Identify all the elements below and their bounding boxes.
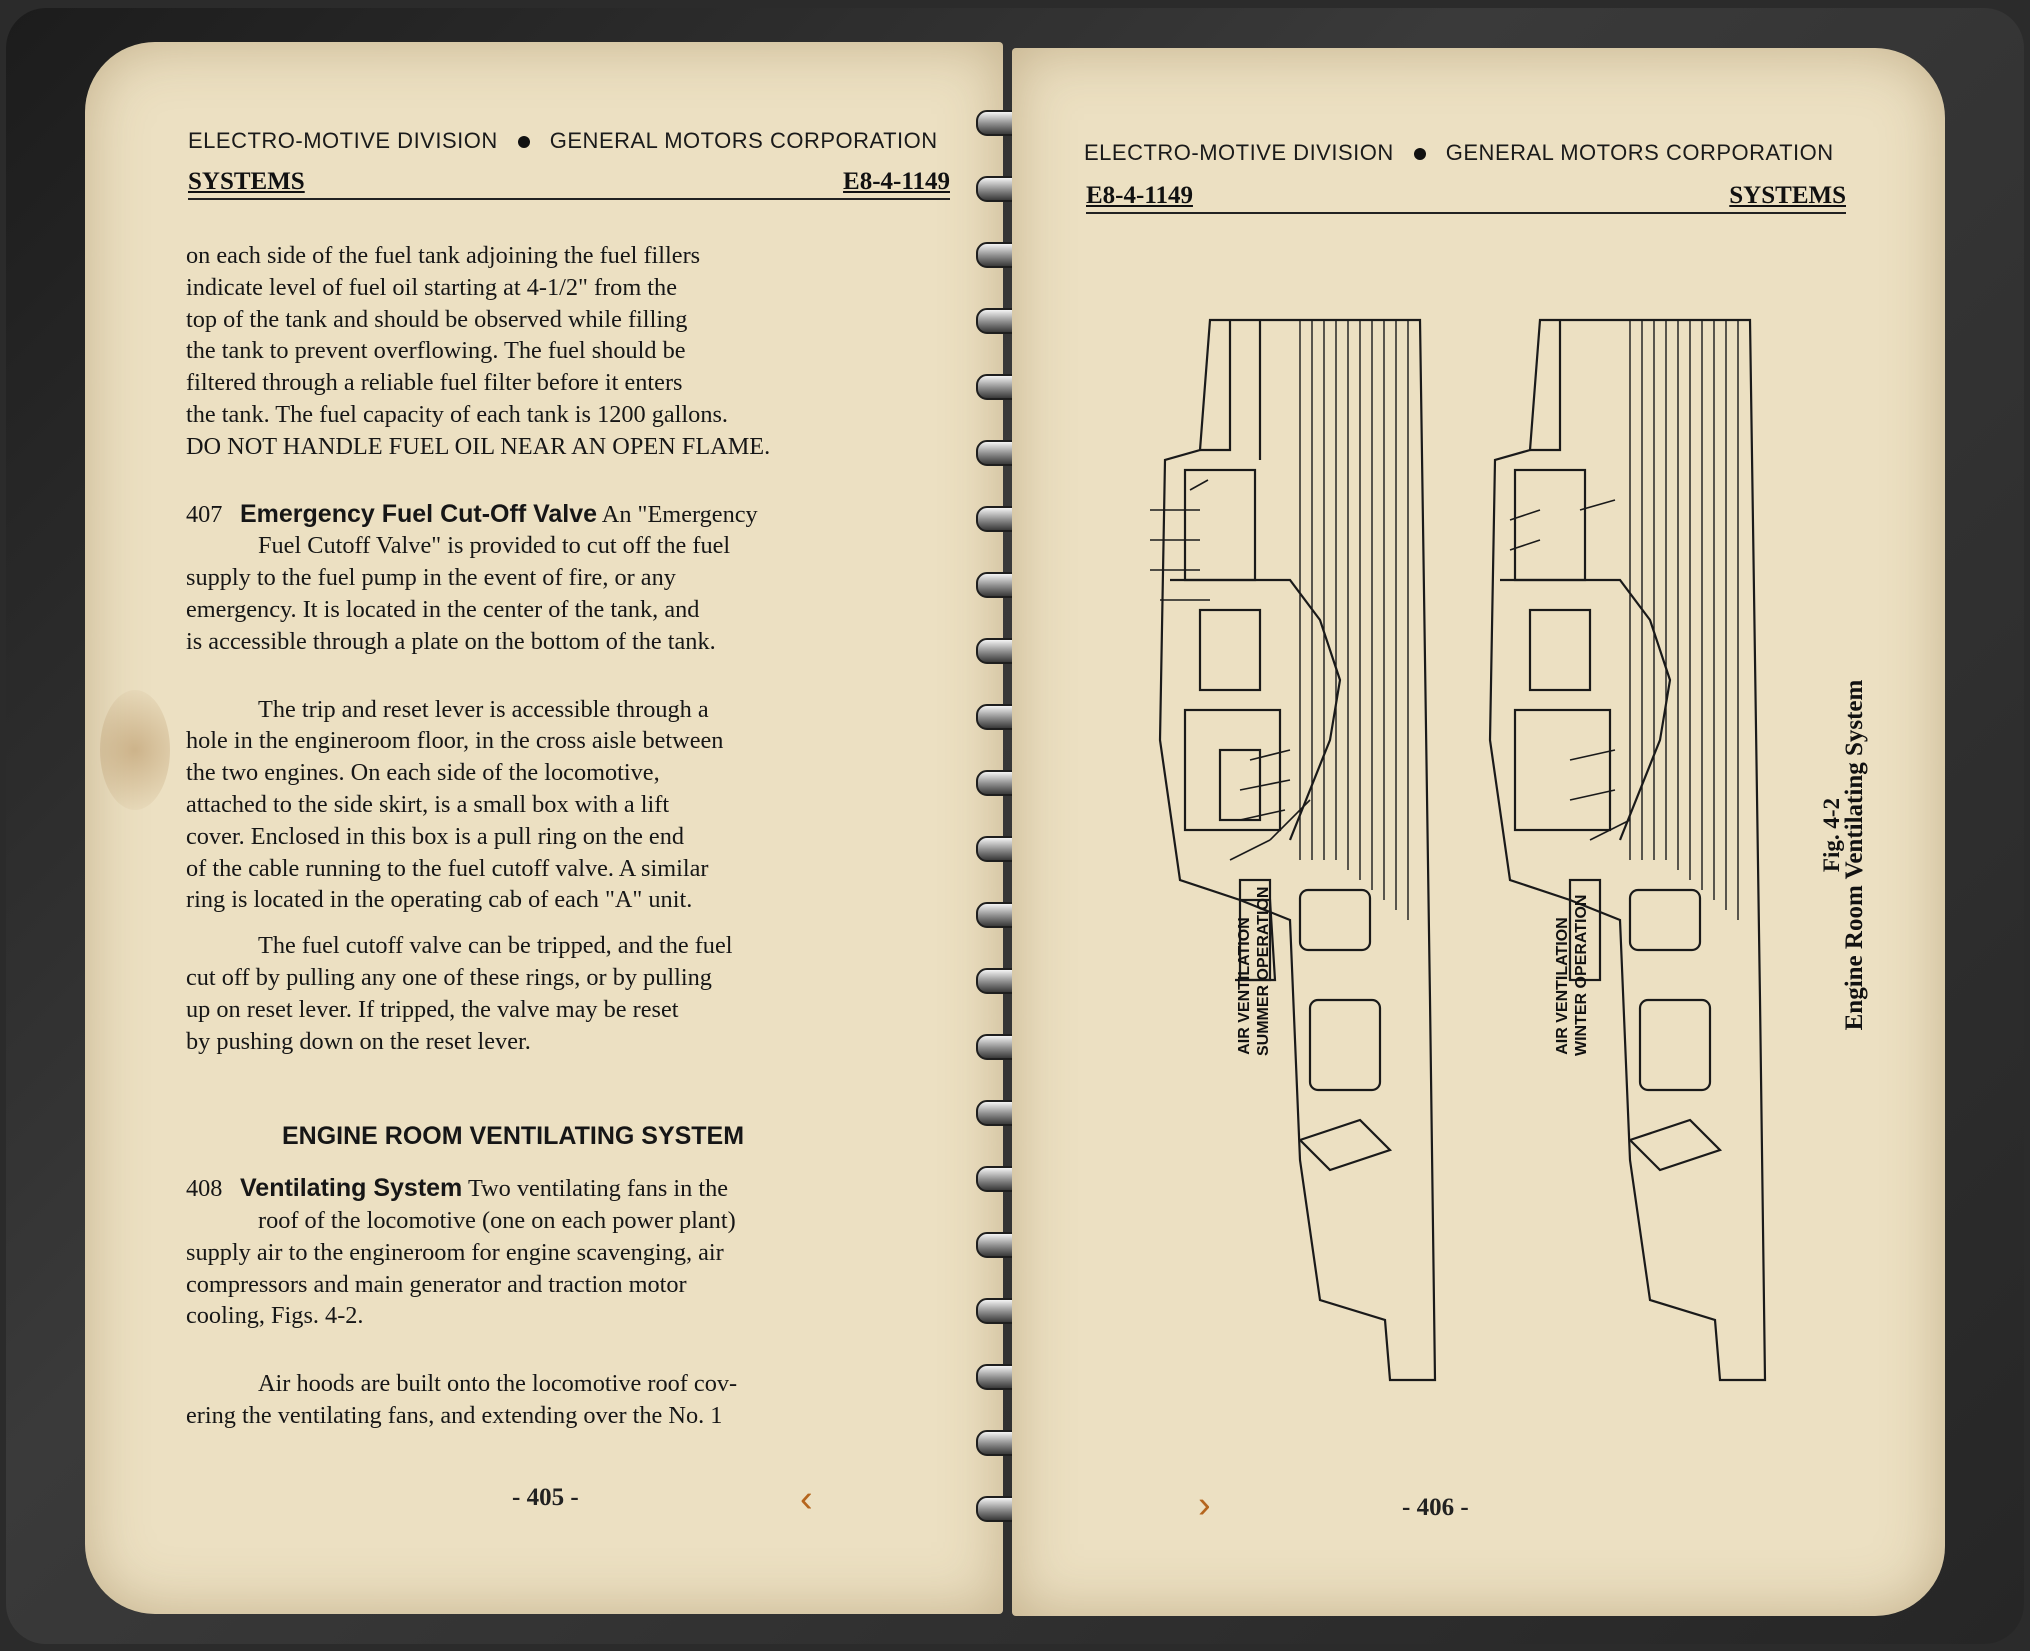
paragraph-trip-lever (186, 694, 946, 917)
paragraph-air-hoods (186, 1368, 946, 1432)
page-number-left: - 405 - (512, 1484, 579, 1511)
text-line: the tank to prevent overflowing. The fuel should be (186, 337, 686, 365)
text-line: cut off by pulling any one of these rings, or by pulling (186, 963, 712, 991)
label-line: WINTER OPERATION (1573, 894, 1590, 1056)
paper-stain (100, 690, 170, 810)
text-line: hole in the engineroom floor, in the cross aisle between (186, 727, 724, 755)
right-running-head (1084, 140, 1834, 166)
corporation-name: GENERAL MOTORS CORPORATION (1445, 140, 1834, 165)
text-line: filtered through a reliable fuel filter before it enters (186, 369, 683, 397)
summer-unit-drawing (1150, 320, 1435, 1380)
paragraph-fuel-gauge (186, 240, 946, 463)
label-line: AIR VENTILATION (1554, 917, 1571, 1055)
bullet-icon (1414, 148, 1426, 160)
text-line: attached to the side skirt, is a small box with a lift (186, 790, 670, 818)
paragraph-407 (186, 499, 946, 658)
left-body (186, 240, 946, 1432)
text-line: is accessible through a plate on the bottom of the tank. (186, 627, 716, 655)
text-line: on each side of the fuel tank adjoining the fuel fillers (186, 242, 701, 269)
text-line: compressors and main generator and traction motor (186, 1270, 687, 1298)
label-line: SUMMER OPERATION (1255, 886, 1272, 1056)
doc-number: E8-4-1149 (1086, 182, 1193, 209)
text-line: Two ventilating fans in the (467, 1175, 729, 1203)
bullet-icon (518, 136, 530, 148)
summer-label (1235, 886, 1275, 1056)
text-line: cooling, Figs. 4-2. (186, 1302, 364, 1330)
section-label: SYSTEMS (1729, 182, 1846, 209)
text-line: up on reset lever. If tripped, the valve may be reset (186, 995, 679, 1023)
figure-caption-number: Fig. 4-2 (1819, 797, 1844, 873)
winter-unit-drawing (1490, 320, 1765, 1380)
text-line: roof of the locomotive (one on each power plant) (258, 1206, 736, 1234)
pencil-mark-icon: ‹ (800, 1478, 813, 1520)
text-line: Air hoods are built onto the locomotive roof cov- (258, 1370, 738, 1398)
paragraph-cutoff (186, 930, 946, 1057)
doc-number: E8-4-1149 (843, 168, 950, 195)
text-line: The trip and reset lever is accessible through a (258, 695, 709, 723)
winter-label (1553, 894, 1593, 1056)
text-line: the tank. The fuel capacity of each tank is 1200 gallons. (186, 400, 729, 428)
text-line: An "Emergency (601, 500, 758, 528)
figure-caption-title: Engine Room Ventilating System (1841, 679, 1868, 1031)
text-line: of the cable running to the fuel cutoff valve. A similar (186, 854, 709, 882)
division-name: ELECTRO-MOTIVE DIVISION (1084, 140, 1394, 165)
text-line: top of the tank and should be observed while filling (186, 305, 688, 333)
division-name: ELECTRO-MOTIVE DIVISION (188, 128, 498, 153)
label-line: AIR VENTILATION (1236, 917, 1253, 1055)
text-line: ring is located in the operating cab of each "A" unit. (186, 886, 693, 914)
left-header-rule (188, 168, 950, 200)
text-line: supply to the fuel pump in the event of fire, or any (186, 564, 676, 592)
paragraph-title: Ventilating System (240, 1174, 463, 1203)
paragraph-408 (186, 1173, 946, 1332)
text-line: the two engines. On each side of the locomotive, (186, 759, 660, 787)
section-label: SYSTEMS (188, 168, 305, 195)
text-line: by pushing down on the reset lever. (186, 1027, 531, 1055)
pencil-mark-icon: › (1198, 1484, 1211, 1526)
paragraph-number: 407 (186, 500, 223, 528)
section-heading: ENGINE ROOM VENTILATING SYSTEM (282, 1122, 745, 1151)
paragraph-number: 408 (186, 1175, 223, 1203)
text-line: indicate level of fuel oil starting at 4-1/2" from the (186, 273, 677, 301)
text-line: cover. Enclosed in this box is a pull ring on the end (186, 822, 685, 850)
corporation-name: GENERAL MOTORS CORPORATION (549, 128, 938, 153)
text-line: ering the ventilating fans, and extending over the No. 1 (186, 1401, 723, 1429)
text-line: supply air to the engineroom for engine scavenging, air (186, 1238, 724, 1266)
page-number-right: - 406 - (1402, 1494, 1469, 1521)
text-line: emergency. It is located in the center of the tank, and (186, 595, 700, 623)
right-header-rule (1086, 182, 1846, 214)
left-running-head (188, 128, 938, 154)
text-line: The fuel cutoff valve can be tripped, and the fuel (258, 932, 733, 960)
text-line: Fuel Cutoff Valve" is provided to cut off the fuel (258, 532, 731, 560)
ventilation-diagram (1090, 280, 1790, 1410)
paragraph-title: Emergency Fuel Cut-Off Valve (240, 499, 598, 528)
warning-line: DO NOT HANDLE FUEL OIL NEAR AN OPEN FLAME. (186, 432, 771, 460)
